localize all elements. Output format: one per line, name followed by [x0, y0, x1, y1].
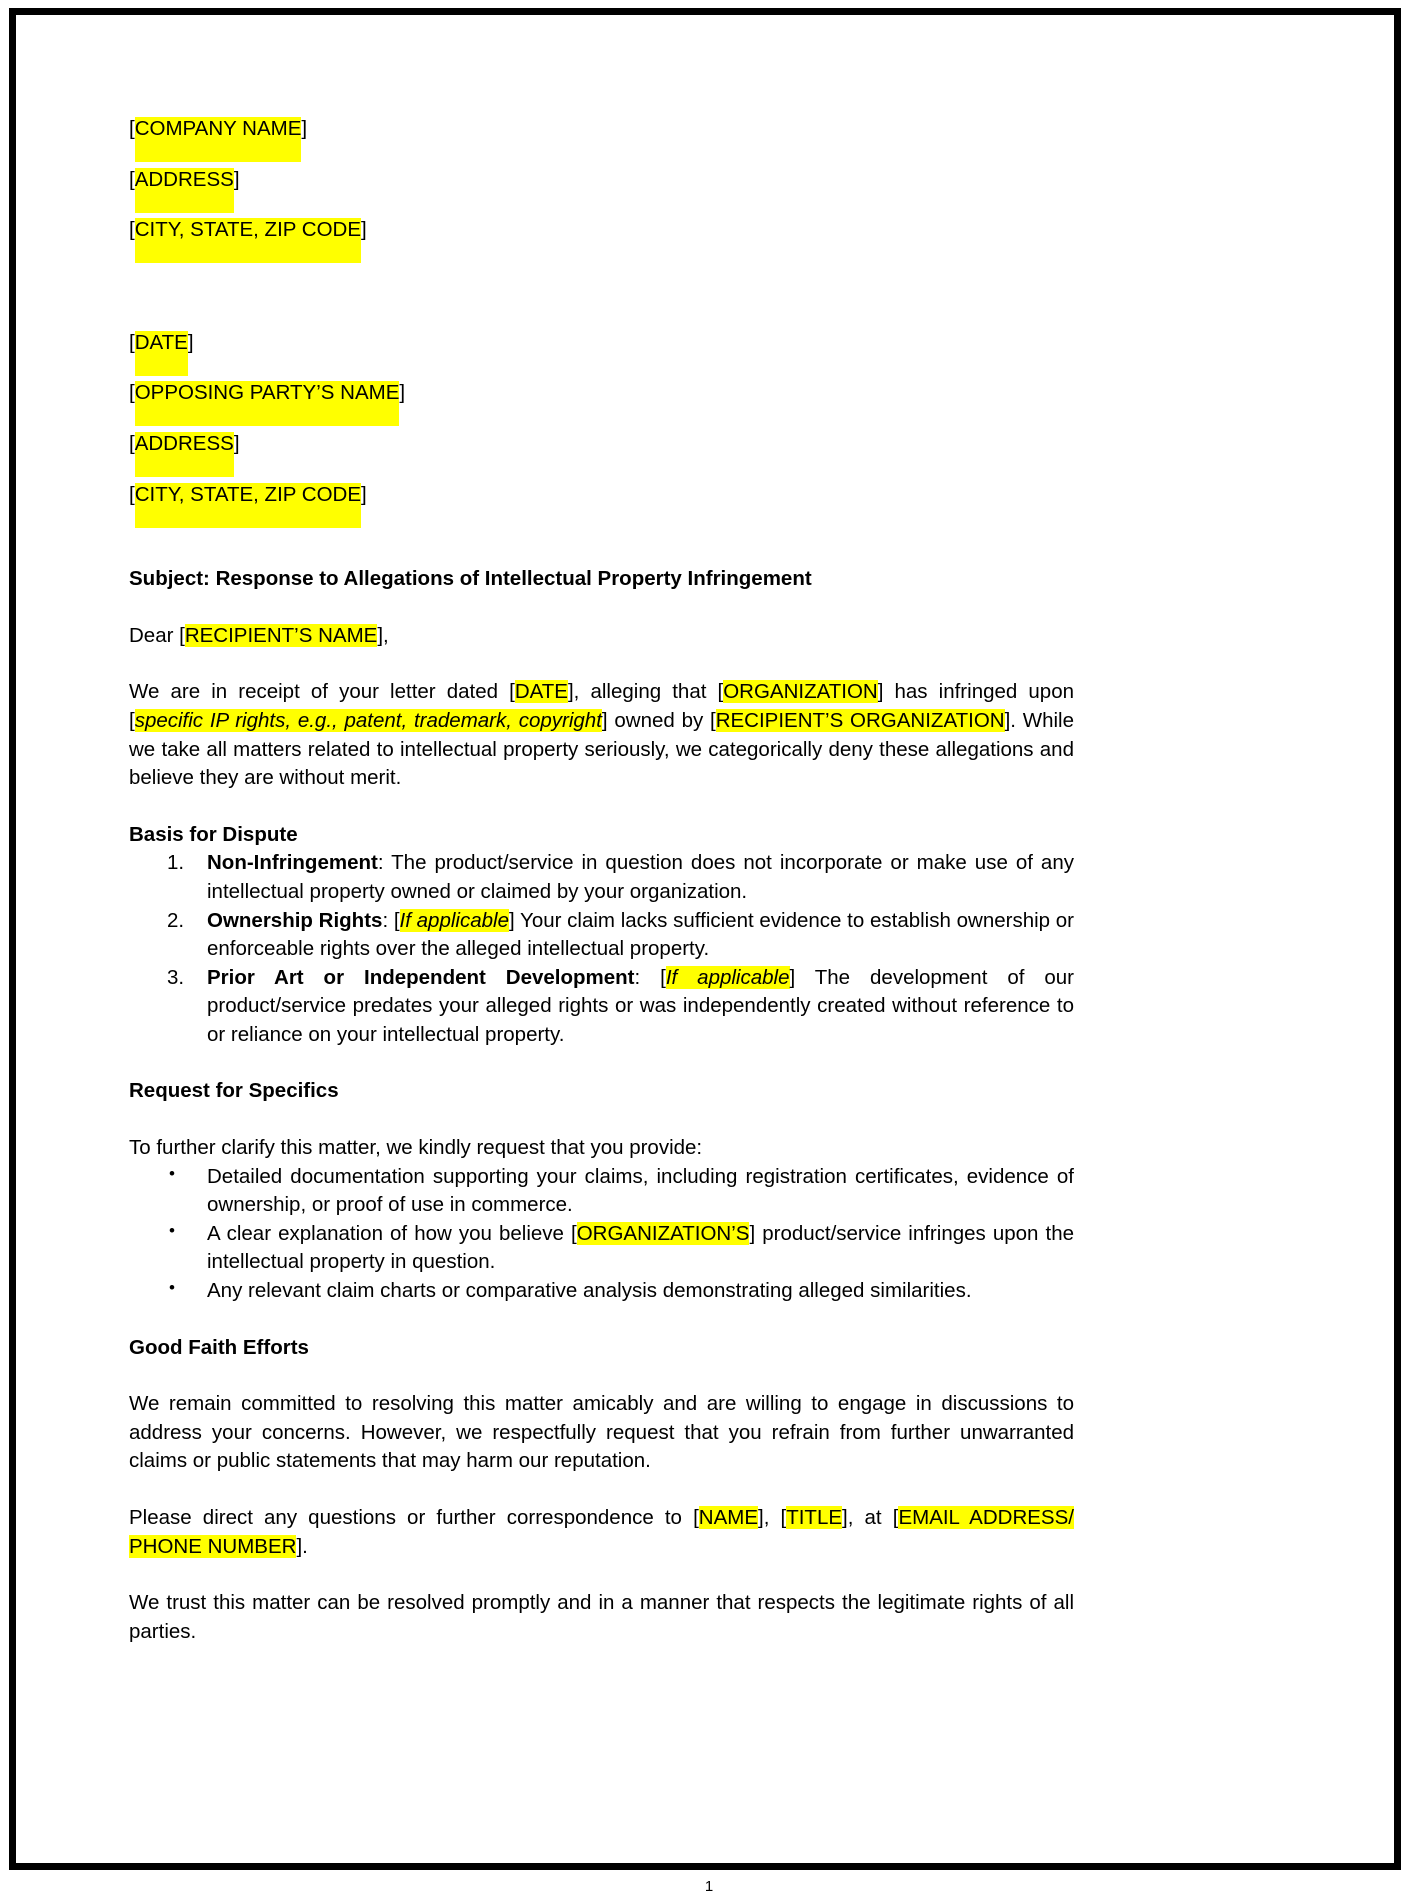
list-item	[207, 1220, 1074, 1277]
placeholder-recipient-organization: RECIPIENT’S ORGANIZATION	[715, 708, 1005, 732]
block-gap	[129, 793, 1074, 821]
bracket-close: ]	[187, 330, 194, 354]
block-gap	[129, 283, 1074, 329]
good-faith-paragraph: We remain committed to resolving this matter amicably and are willing to engage in discussions to address your concerns. However, we respectfully request that you refrain from further unwarranted claims or public statements that may harm our reputation.	[129, 1392, 1074, 1473]
bracket-close: ]	[233, 431, 240, 455]
bracket-open: [	[129, 381, 135, 405]
text-segment: : [	[634, 965, 666, 989]
list-item-term: Non-Infringement	[207, 851, 378, 875]
bracket-open: [	[129, 167, 135, 191]
placeholder-address: ADDRESS	[134, 431, 234, 455]
bracket-close: ]	[301, 117, 308, 140]
list-item	[207, 849, 1074, 906]
placeholder-address: ADDRESS	[134, 167, 234, 191]
text-segment: ], [	[758, 1506, 787, 1529]
block-gap	[129, 1306, 1074, 1334]
placeholder-name: NAME	[698, 1506, 758, 1529]
block-gap	[129, 1049, 1074, 1077]
request-intro-paragraph: To further clarify this matter, we kindly request that you provide:	[129, 1136, 703, 1160]
good-faith-efforts-heading: Good Faith Efforts	[129, 1335, 309, 1359]
placeholder-date: DATE	[514, 680, 568, 704]
placeholder-email-phone: EMAIL ADDRESS/ PHONE NUMBER	[129, 1506, 1074, 1558]
text-segment: ], alleging that [	[567, 680, 724, 704]
page-number: 1	[704, 1878, 714, 1895]
text-segment: Please direct any questions or further correspondence to [	[129, 1506, 699, 1529]
text-segment: ] has infringed upon [	[129, 680, 1074, 732]
list-item-term: Prior Art or Independent Development	[207, 965, 635, 989]
bracket-open: [	[129, 330, 135, 354]
bracket-close: ]	[399, 381, 406, 405]
list-item-body: ] Your claim lacks sufficient evidence to establish ownership or enforceable rights over the alleged intellectual property.	[207, 908, 1074, 961]
list-item-term: Ownership Rights	[207, 908, 383, 932]
recipient-address-line	[129, 430, 1074, 459]
request-for-specifics-heading: Request for Specifics	[129, 1079, 339, 1103]
basis-for-dispute-heading: Basis for Dispute	[129, 822, 298, 846]
placeholder-opposing-party-name: OPPOSING PARTY’S NAME	[134, 381, 400, 405]
sender-address-block	[129, 115, 1074, 267]
placeholder-city-state-zip: CITY, STATE, ZIP CODE	[134, 482, 362, 506]
contact-paragraph	[129, 1504, 1074, 1561]
bracket-open: [	[129, 482, 135, 506]
subject-line: Subject: Response to Allegations of Intellectual Property Infringement	[129, 567, 812, 591]
list-item-text: Detailed documentation supporting your claims, including registration certificates, evidence of ownership, or proof of use in commerce.	[207, 1164, 1074, 1217]
block-gap	[129, 594, 1074, 622]
block-gap	[129, 650, 1074, 678]
letter-date-line	[129, 329, 1074, 358]
sender-city-state-zip-line	[129, 216, 1074, 245]
basis-for-dispute-list	[129, 849, 1074, 1049]
recipient-city-state-zip-line	[129, 481, 1074, 510]
block-gap	[129, 1561, 1074, 1589]
opposing-party-name-line	[129, 379, 1074, 408]
document-body	[129, 115, 1074, 1646]
list-item	[207, 1277, 1074, 1306]
placeholder-title: TITLE	[786, 1506, 843, 1529]
text-segment: ].	[296, 1534, 308, 1558]
text-segment: ] product/service infringes upon the intellectual property in question.	[207, 1221, 1074, 1274]
bracket-close: ]	[361, 218, 367, 242]
placeholder-if-applicable: If applicable	[399, 908, 509, 932]
text-segment: We are in receipt of your letter dated [	[129, 680, 515, 704]
list-item-body: ] The development of our product/service predates your alleged rights or was independently created without reference to or reliance on your intellectual property.	[207, 965, 1074, 1046]
bracket-open: [	[129, 218, 135, 242]
block-gap	[129, 1476, 1074, 1504]
text-segment: A clear explanation of how you believe [	[207, 1221, 577, 1245]
text-segment: : [	[382, 908, 400, 932]
list-item	[207, 1163, 1074, 1220]
text-segment: ] owned by [	[601, 708, 716, 732]
bracket-open: [	[129, 117, 135, 140]
sender-company-line	[129, 115, 1074, 144]
closing-paragraph: We trust this matter can be resolved promptly and in a manner that respects the legitimate rights of all parties.	[129, 1591, 1074, 1643]
placeholder-city-state-zip: CITY, STATE, ZIP CODE	[134, 218, 362, 242]
list-item-text: Any relevant claim charts or comparative analysis demonstrating alleged similarities.	[207, 1279, 972, 1303]
request-for-specifics-list	[129, 1163, 1074, 1306]
list-item	[207, 907, 1074, 964]
placeholder-if-applicable: If applicable	[665, 965, 790, 989]
salutation-tail: ],	[377, 623, 389, 647]
list-item	[207, 964, 1074, 1050]
placeholder-organization: ORGANIZATION	[723, 680, 878, 704]
block-gap	[129, 1362, 1074, 1390]
sender-address-line	[129, 166, 1074, 195]
bracket-close: ]	[233, 167, 240, 191]
bracket-close: ]	[361, 482, 367, 506]
document-page	[9, 8, 1401, 1870]
block-gap	[129, 547, 1074, 565]
block-gap	[129, 1106, 1074, 1134]
bracket-open: [	[129, 431, 135, 455]
placeholder-recipient-name: RECIPIENT’S NAME	[184, 623, 378, 647]
recipient-address-block	[129, 329, 1074, 531]
list-item-body: : The product/service in question does not incorporate or make use of any intellectual property owned or claimed by your organization.	[207, 851, 1074, 903]
text-segment: ]. While we take all matters related to intellectual property seriously, we categorically deny these allegations and believe they are without merit.	[129, 708, 1075, 790]
opening-paragraph	[129, 678, 1074, 792]
salutation-lead: Dear [	[129, 623, 185, 647]
placeholder-date: DATE	[134, 330, 188, 354]
placeholder-specific-ip-rights: specific IP rights, e.g., patent, trademark, copyright	[134, 708, 602, 732]
placeholder-company-name: COMPANY NAME	[134, 117, 302, 140]
text-segment: ], at [	[842, 1506, 899, 1529]
salutation-line	[129, 622, 1074, 651]
placeholder-organizations: ORGANIZATION’S	[576, 1221, 750, 1245]
